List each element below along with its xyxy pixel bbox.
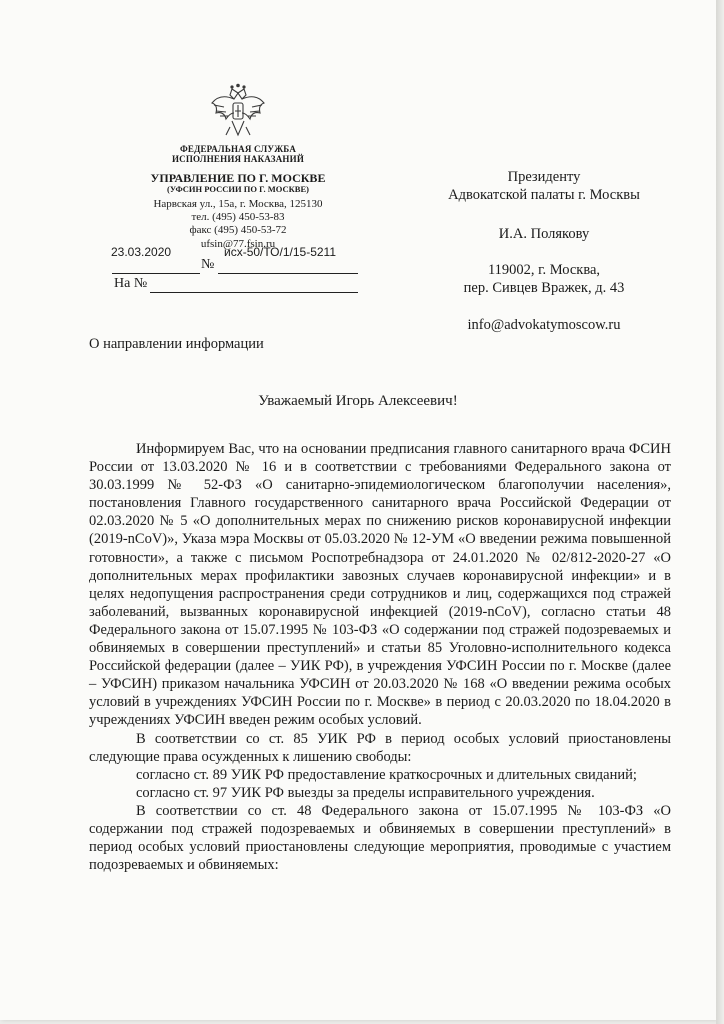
- sender-address: Нарвская ул., 15а, г. Москва, 125130: [153, 198, 323, 210]
- sender-department: УПРАВЛЕНИЕ ПО Г. МОСКВЕ: [150, 171, 326, 185]
- recipient-email: info@advokatymoscow.ru: [467, 317, 621, 333]
- double-headed-eagle-emblem-icon: [208, 83, 268, 141]
- recipient-address: 119002, г. Москва, пер. Сивцев Вражек, д. 43: [463, 262, 625, 296]
- sender-phone: тел. (495) 450-53-83: [191, 211, 285, 224]
- sender-service-name: ФЕДЕРАЛЬНАЯ СЛУЖБА ИСПОЛНЕНИЯ НАКАЗАНИЙ: [171, 144, 305, 165]
- number-underline: [218, 273, 358, 274]
- body-paragraph: В соответствии со ст. 85 УИК РФ в период особых условий приостановлены следующие права осужденных к лишению свободы:: [89, 730, 671, 765]
- registration-number: исх-50/ТО/1/15-5211: [224, 245, 336, 259]
- recipient-name: И.А. Полякову: [498, 226, 590, 242]
- letter-body: [89, 440, 671, 874]
- sender-department-short: (УФСИН РОССИИ ПО Г. МОСКВЕ): [167, 184, 309, 194]
- page-edge-shadow: [716, 0, 724, 1024]
- recipient-title: Президенту Адвокатской палаты г. Москвы: [448, 169, 640, 203]
- date-underline: [112, 273, 200, 274]
- body-paragraph: В соответствии со ст. 48 Федерального закона от 15.07.1995 № 103-ФЗ «О содержании под стражей подозреваемых и обвиняемых в совершении преступлений» в период особых условий приостановлены следующие мероприятия, проводимые с участием подозреваемых и обвиняемых:: [89, 802, 671, 874]
- sender-contacts: [100, 198, 376, 251]
- body-paragraph: согласно ст. 97 УИК РФ выезды за пределы исправительного учреждения.: [136, 784, 595, 801]
- sender-fax: факс (495) 450-53-72: [189, 224, 287, 237]
- reference-underline: [150, 292, 358, 293]
- letter-subject: О направлении информации: [89, 336, 264, 352]
- reference-label: На №: [114, 276, 148, 291]
- sender-email: ufsin@77.fsin.ru: [200, 237, 276, 250]
- body-paragraph: Информируем Вас, что на основании предписания главного санитарного врача ФСИН России от 13.03.2020 № 16 и в соответствии с требованиями Федерального закона от 30.03.1999 № 52-ФЗ «О санитарно-эпидемиологическом благополучии населения», постановления Главного государственного санитарного врача Российской Федерации от 02.03.2020 № 5 «О дополнительных мерах по снижению рисков коронавирусной инфекции (2019-nCoV)», Указа мэра Москвы от 05.03.2020 № 12-УМ «О введении режима повышенной готовности», а также с письмом Роспотребнадзора от 24.01.2020 № 02/812-2020-27 «О дополнительных мерах профилактики завозных случаев коронавирусной инфекции» и в целях недопущения распространения среди сотрудников и лиц, содержащихся под стражей заболеваний, вызванных коронавирусной инфекцией (2019-nCoV), согласно статьи 48 Федерального закона от 15.07.1995 № 103-ФЗ «О содержании под стражей подозреваемых и обвиняемых в совершении преступлений» и статьи 85 Уголовно-исполнительного кодекса Российской федерации (далее – УИК РФ), в учреждения УФСИН России по г. Москве (далее – УФСИН) приказом начальника УФСИН от 20.03.2020 № 168 «О введении режима особых условий в учреждениях УФСИН России по г. Москве» в период с 20.03.2020 по 18.04.2020 в учреждениях УФСИН введен режим особых условий.: [89, 441, 671, 729]
- letter-greeting: Уважаемый Игорь Алексеевич!: [258, 393, 458, 409]
- registration-date: 23.03.2020: [111, 245, 172, 259]
- number-label: №: [201, 257, 215, 272]
- body-paragraph: согласно ст. 89 УИК РФ предоставление краткосрочных и длительных свиданий;: [136, 766, 637, 783]
